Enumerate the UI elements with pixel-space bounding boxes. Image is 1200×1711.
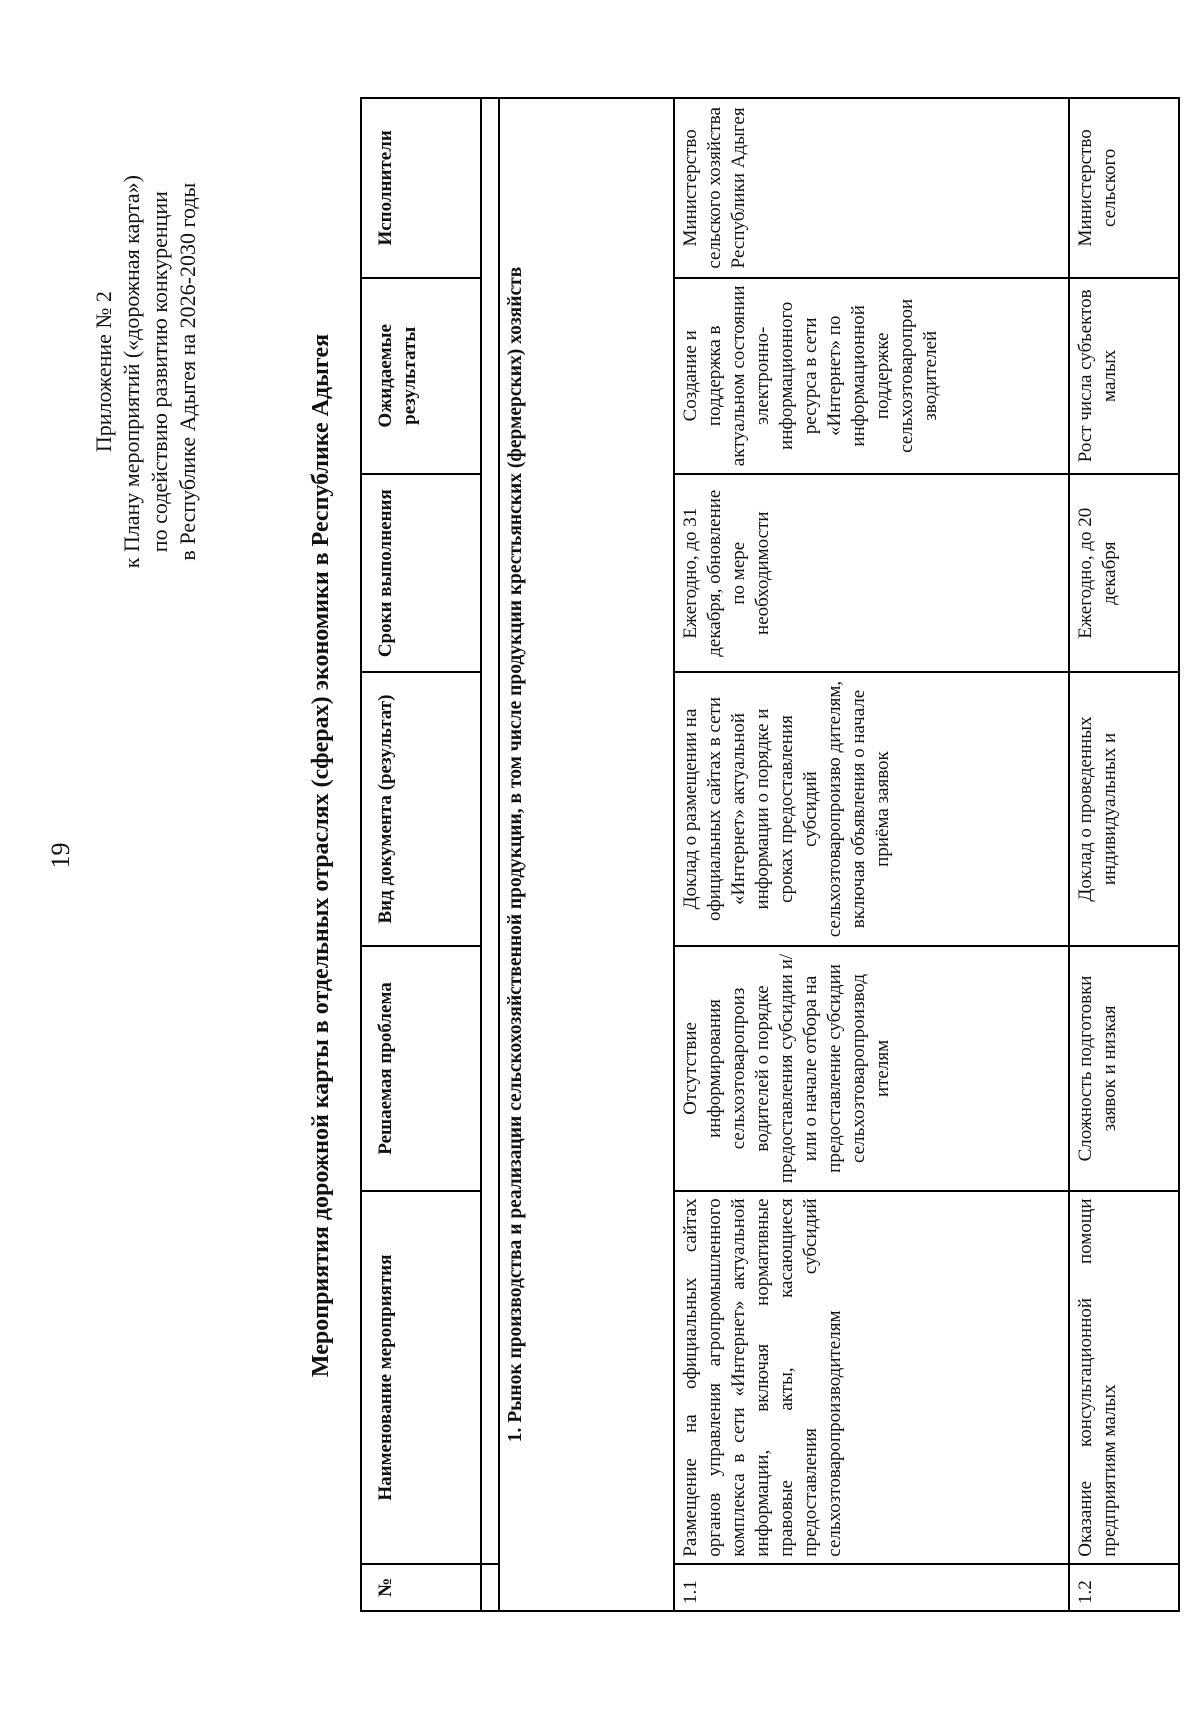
section-row	[499, 98, 674, 1611]
table-row	[674, 98, 1069, 1611]
table-row	[1069, 98, 1179, 1611]
cell-results: Создание и поддержка в актуальном состоянии электронно-информационного ресурса в сети «Интернет» по информационной поддержке сельхозтоваропрои зводителей	[674, 278, 1069, 474]
appendix-line: по содействию развитию конкуренции	[147, 191, 172, 553]
appendix-line: Приложение № 2	[91, 291, 116, 453]
section-heading: 1. Рынок производства и реализации сельскохозяйственной продукции, в том числе продукции крестьянских (фермерских) хозяйств	[499, 98, 674, 1611]
header-name: Наименование мероприятия	[361, 1191, 481, 1563]
appendix-line: в Республике Адыгея на 2026-2030 годы	[175, 182, 200, 561]
cell-name: Размещение на официальных сайтах органов управления агропромышленного комплекса в сети «Интернет» актуальной информации, включая нормативные правовые акты, касающиеся предоставления субсидий сельхозтоваропроизводителям	[674, 1191, 1069, 1563]
header-term: Сроки выполнения	[361, 474, 481, 673]
blank-row	[481, 98, 499, 1611]
cell-term: Ежегодно, до 20 декабря	[1069, 474, 1179, 673]
cell-doc: Доклад о размещении на официальных сайтах в сети «Интернет» актуальной информации о порядке и сроках предоставления субсидий сельхозтоваропроизво дителям, включая объявления о начале приёма заявок	[674, 672, 1069, 945]
cell-results: Рост числа субъектов малых	[1069, 278, 1179, 474]
cell-problem: Сложность подготовки заявок и низкая	[1069, 946, 1179, 1192]
table-header-row	[361, 98, 481, 1611]
cell-term: Ежегодно, до 31 декабря, обновление по мере необходимости	[674, 474, 1069, 673]
roadmap-table	[360, 97, 1180, 1612]
header-problem: Решаемая проблема	[361, 946, 481, 1192]
page-number: 19	[46, 842, 75, 869]
cell-problem: Отсутствие информирования сельхозтоваропроиз водителей о порядке предоставления субсидии и/или о начале отбора на предоставление субсидии сельхозтоваропроизвод ителям	[674, 946, 1069, 1192]
cell-executors: Министерство сельского	[1069, 98, 1179, 278]
cell-num: 1.2	[1069, 1564, 1179, 1611]
cell-num: 1.1	[674, 1564, 1069, 1611]
cell-doc: Доклад о проведенных индивидуальных и	[1069, 672, 1179, 945]
header-num: №	[361, 1564, 481, 1611]
header-executors: Исполнители	[361, 98, 481, 278]
appendix-line: к Плану мероприятий («дорожная карта»)	[119, 175, 144, 569]
cell-name: Оказание консультационной помощи предприятиям малых	[1069, 1191, 1179, 1563]
header-results: Ожидаемые результаты	[361, 278, 481, 474]
appendix-header	[90, 175, 202, 568]
blank-cell	[481, 98, 499, 1564]
cell-executors: Министерство сельского хозяйства Республики Адыгея	[674, 98, 1069, 278]
document-title: Мероприятия дорожной карты в отдельных отраслях (сферах) экономики в Республике Адыгея	[308, 333, 334, 1378]
blank-cell	[481, 1564, 499, 1611]
header-doc: Вид документа (результат)	[361, 672, 481, 945]
